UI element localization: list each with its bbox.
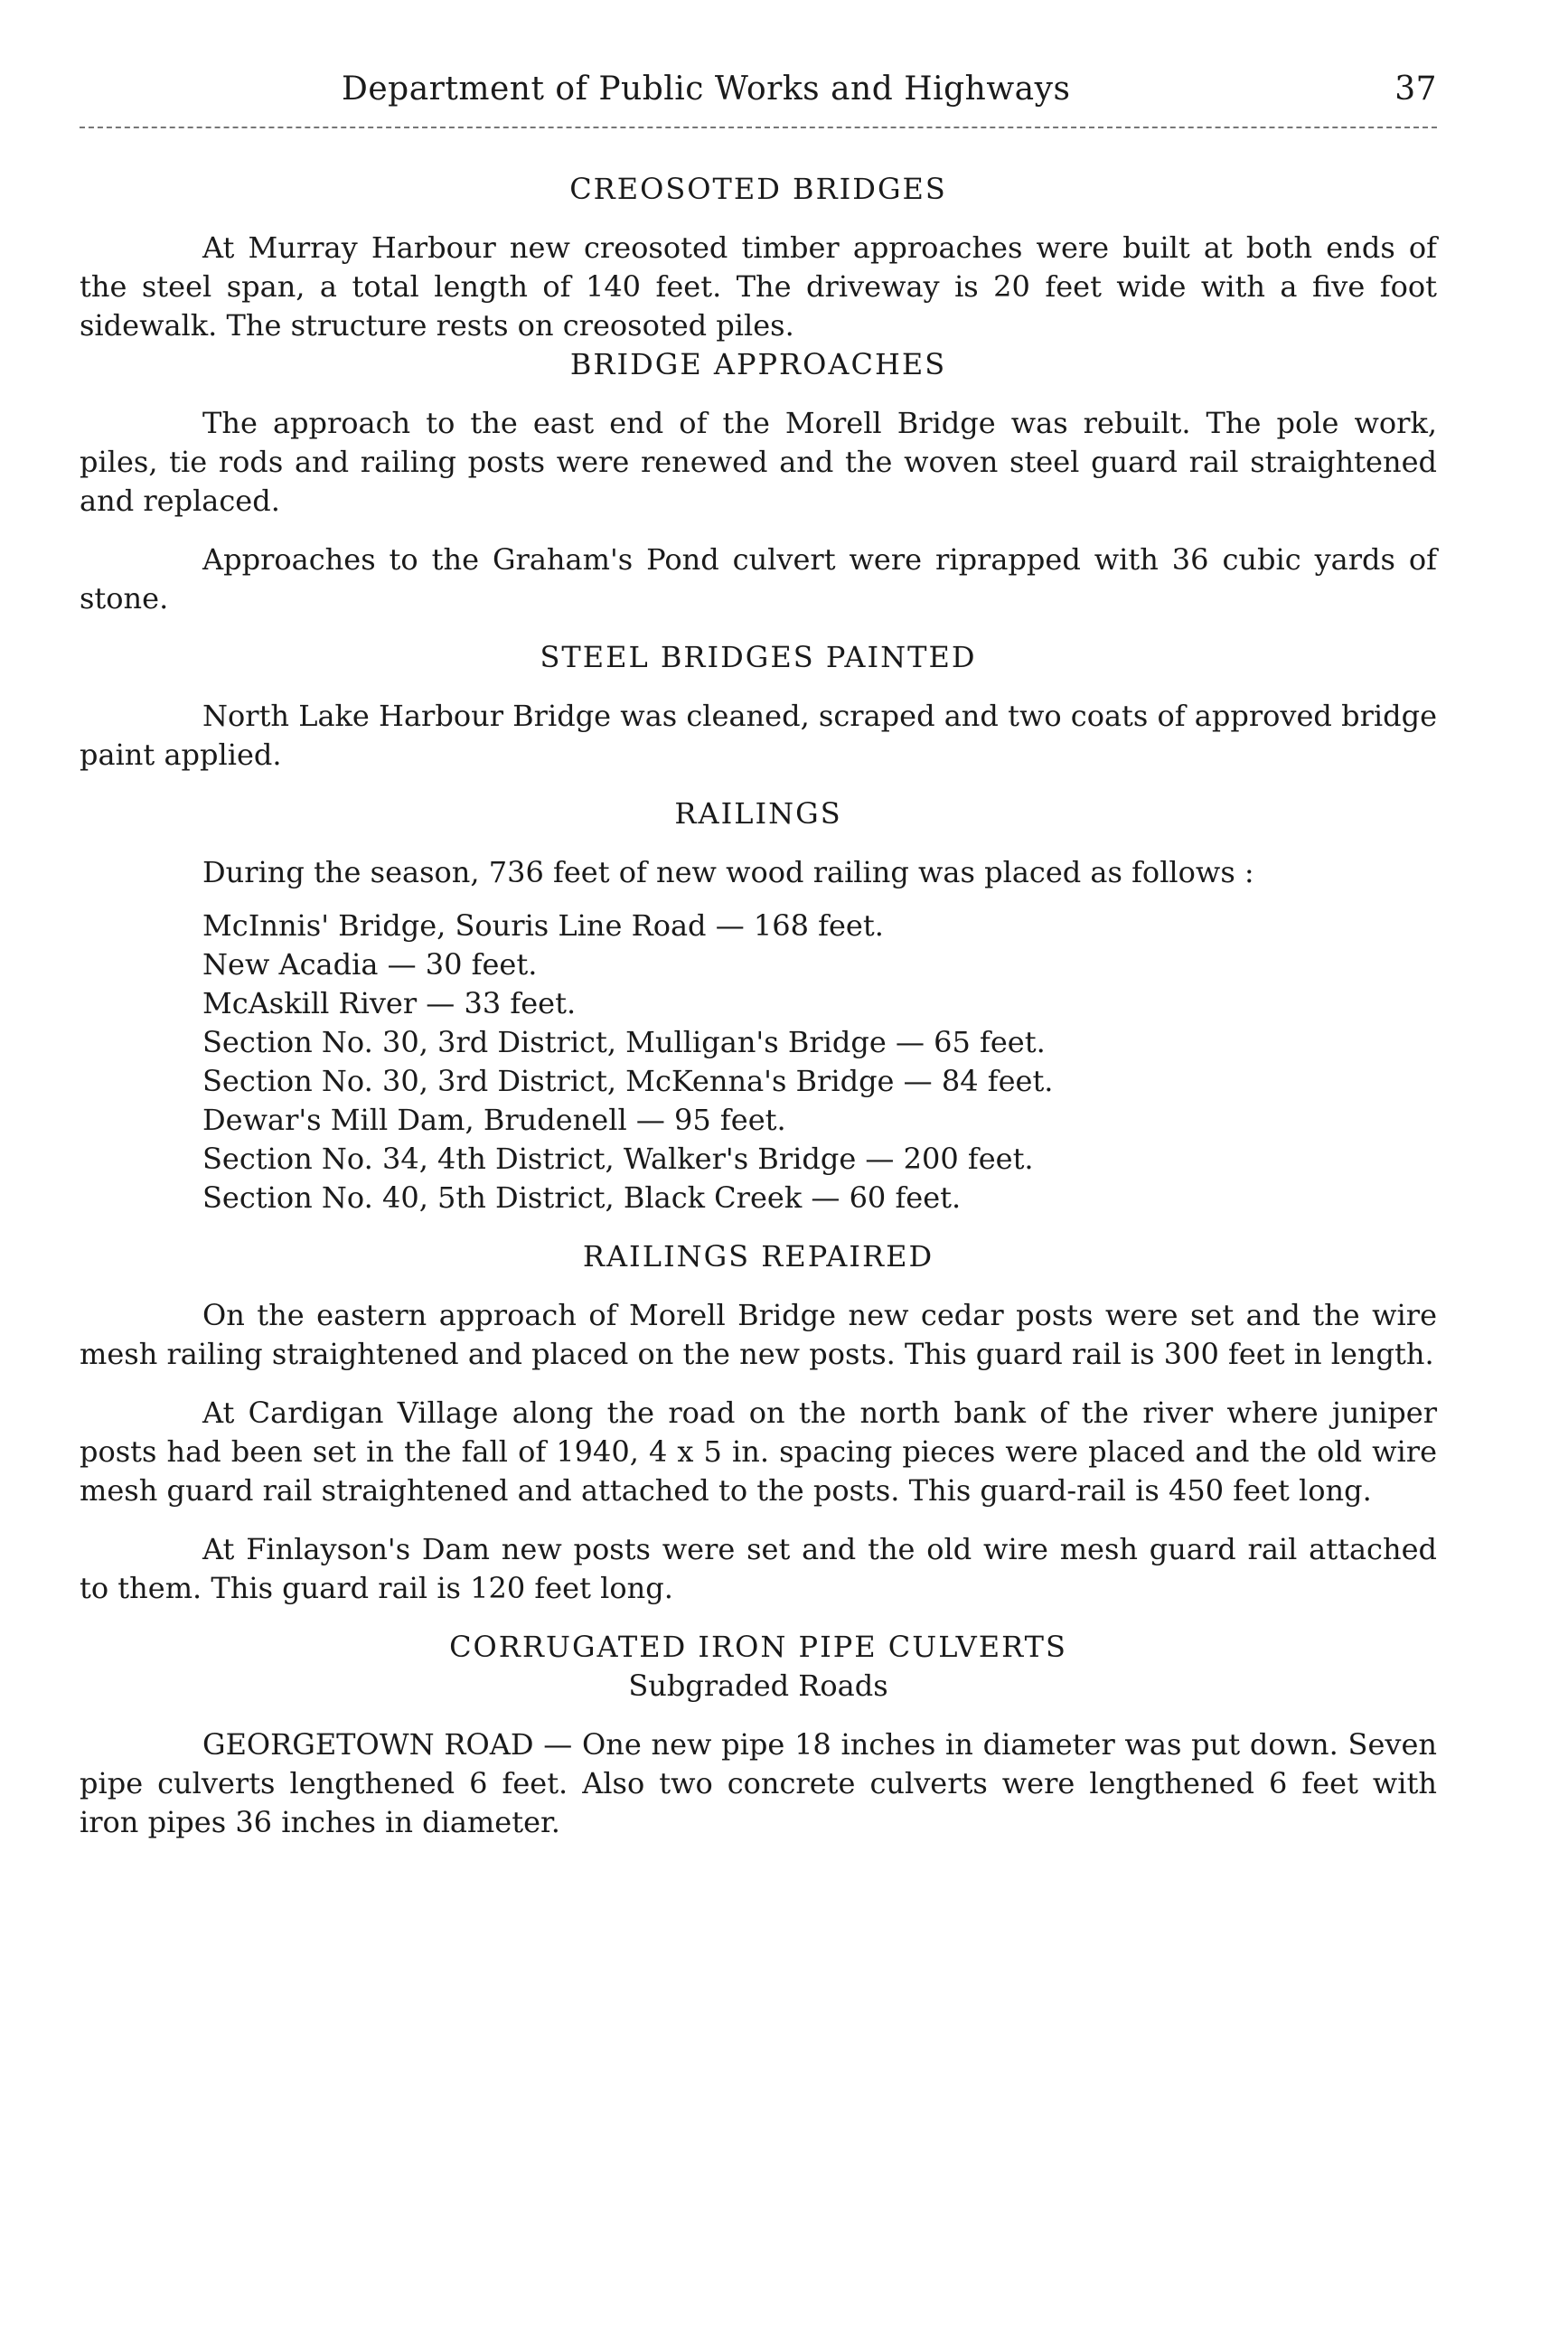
paragraph-repaired-2: At Cardigan Village along the road on the north bank of the river where juniper posts had been set in the fall of 1940, 4 x 5 in. spacing pieces were placed and the old wire mesh guard rail straightened and attached to the posts. This guard-rail is 450 feet long. (80, 1396, 1437, 1508)
paragraph-approaches-1: The approach to the east end of the Morell Bridge was rebuilt. The pole work, piles, tie rods and railing posts were renewed and the woven steel guard rail straightened and replaced. (80, 406, 1437, 518)
paragraph-culverts-1: GEORGETOWN ROAD — One new pipe 18 inches in diameter was put down. Seven pipe culverts lengthened 6 feet. Also two concrete culverts were lengthened 6 feet with iron pipes 36 inches in diameter. (80, 1727, 1437, 1839)
document-page (80, 0, 1437, 2350)
running-title: Department of Public Works and Highways (342, 70, 1071, 108)
heading-creosoted-bridges: CREOSOTED BRIDGES (569, 172, 947, 206)
list-item: Section No. 30, 3rd District, Mulligan's Bridge — 65 feet. (202, 1025, 1046, 1059)
paragraph-railings-1: During the season, 736 feet of new wood railing was placed as follows : (202, 855, 1254, 889)
list-item: Section No. 30, 3rd District, McKenna's Bridge — 84 feet. (202, 1064, 1054, 1098)
heading-bridge-approaches: BRIDGE APPROACHES (569, 347, 947, 381)
list-item: Dewar's Mill Dam, Brudenell — 95 feet. (202, 1103, 786, 1137)
paragraph-repaired-1: On the eastern approach of Morell Bridge new cedar posts were set and the wire mesh railing straightened and placed on the new posts. This guard rail is 300 feet in length. (80, 1298, 1437, 1371)
heading-corrugated-culverts: CORRUGATED IRON PIPE CULVERTS (449, 1630, 1067, 1664)
heading-railings: RAILINGS (674, 796, 842, 831)
page-number: 37 (1394, 70, 1437, 108)
heading-railings-repaired: RAILINGS REPAIRED (582, 1239, 934, 1274)
running-header (80, 70, 1437, 116)
railings-list (202, 907, 1437, 1217)
paragraph-repaired-3: At Finlayson's Dam new posts were set and the old wire mesh guard rail attached to them. This guard rail is 120 feet long. (80, 1532, 1437, 1605)
list-item: New Acadia — 30 feet. (202, 947, 538, 982)
body-text (80, 170, 1437, 1842)
list-item: Section No. 40, 5th District, Black Creek — 60 feet. (202, 1180, 962, 1215)
paragraph-painted-1: North Lake Harbour Bridge was cleaned, scraped and two coats of approved bridge paint applied. (80, 699, 1437, 772)
paragraph-approaches-2: Approaches to the Graham's Pond culvert were riprapped with 36 cubic yards of stone. (80, 542, 1437, 616)
list-item: McInnis' Bridge, Souris Line Road — 168 feet. (202, 908, 884, 943)
header-rule (80, 127, 1437, 128)
heading-steel-bridges-painted: STEEL BRIDGES PAINTED (540, 640, 977, 674)
subheading-subgraded-roads: Subgraded Roads (628, 1668, 888, 1703)
list-item: Section No. 34, 4th District, Walker's Bridge — 200 feet. (202, 1142, 1034, 1176)
list-item: McAskill River — 33 feet. (202, 986, 577, 1020)
paragraph-creosoted-1: At Murray Harbour new creosoted timber approaches were built at both ends of the steel span, a total length of 140 feet. The driveway is 20 feet wide with a five foot sidewalk. The structure rests on creosoted piles. (80, 230, 1437, 343)
